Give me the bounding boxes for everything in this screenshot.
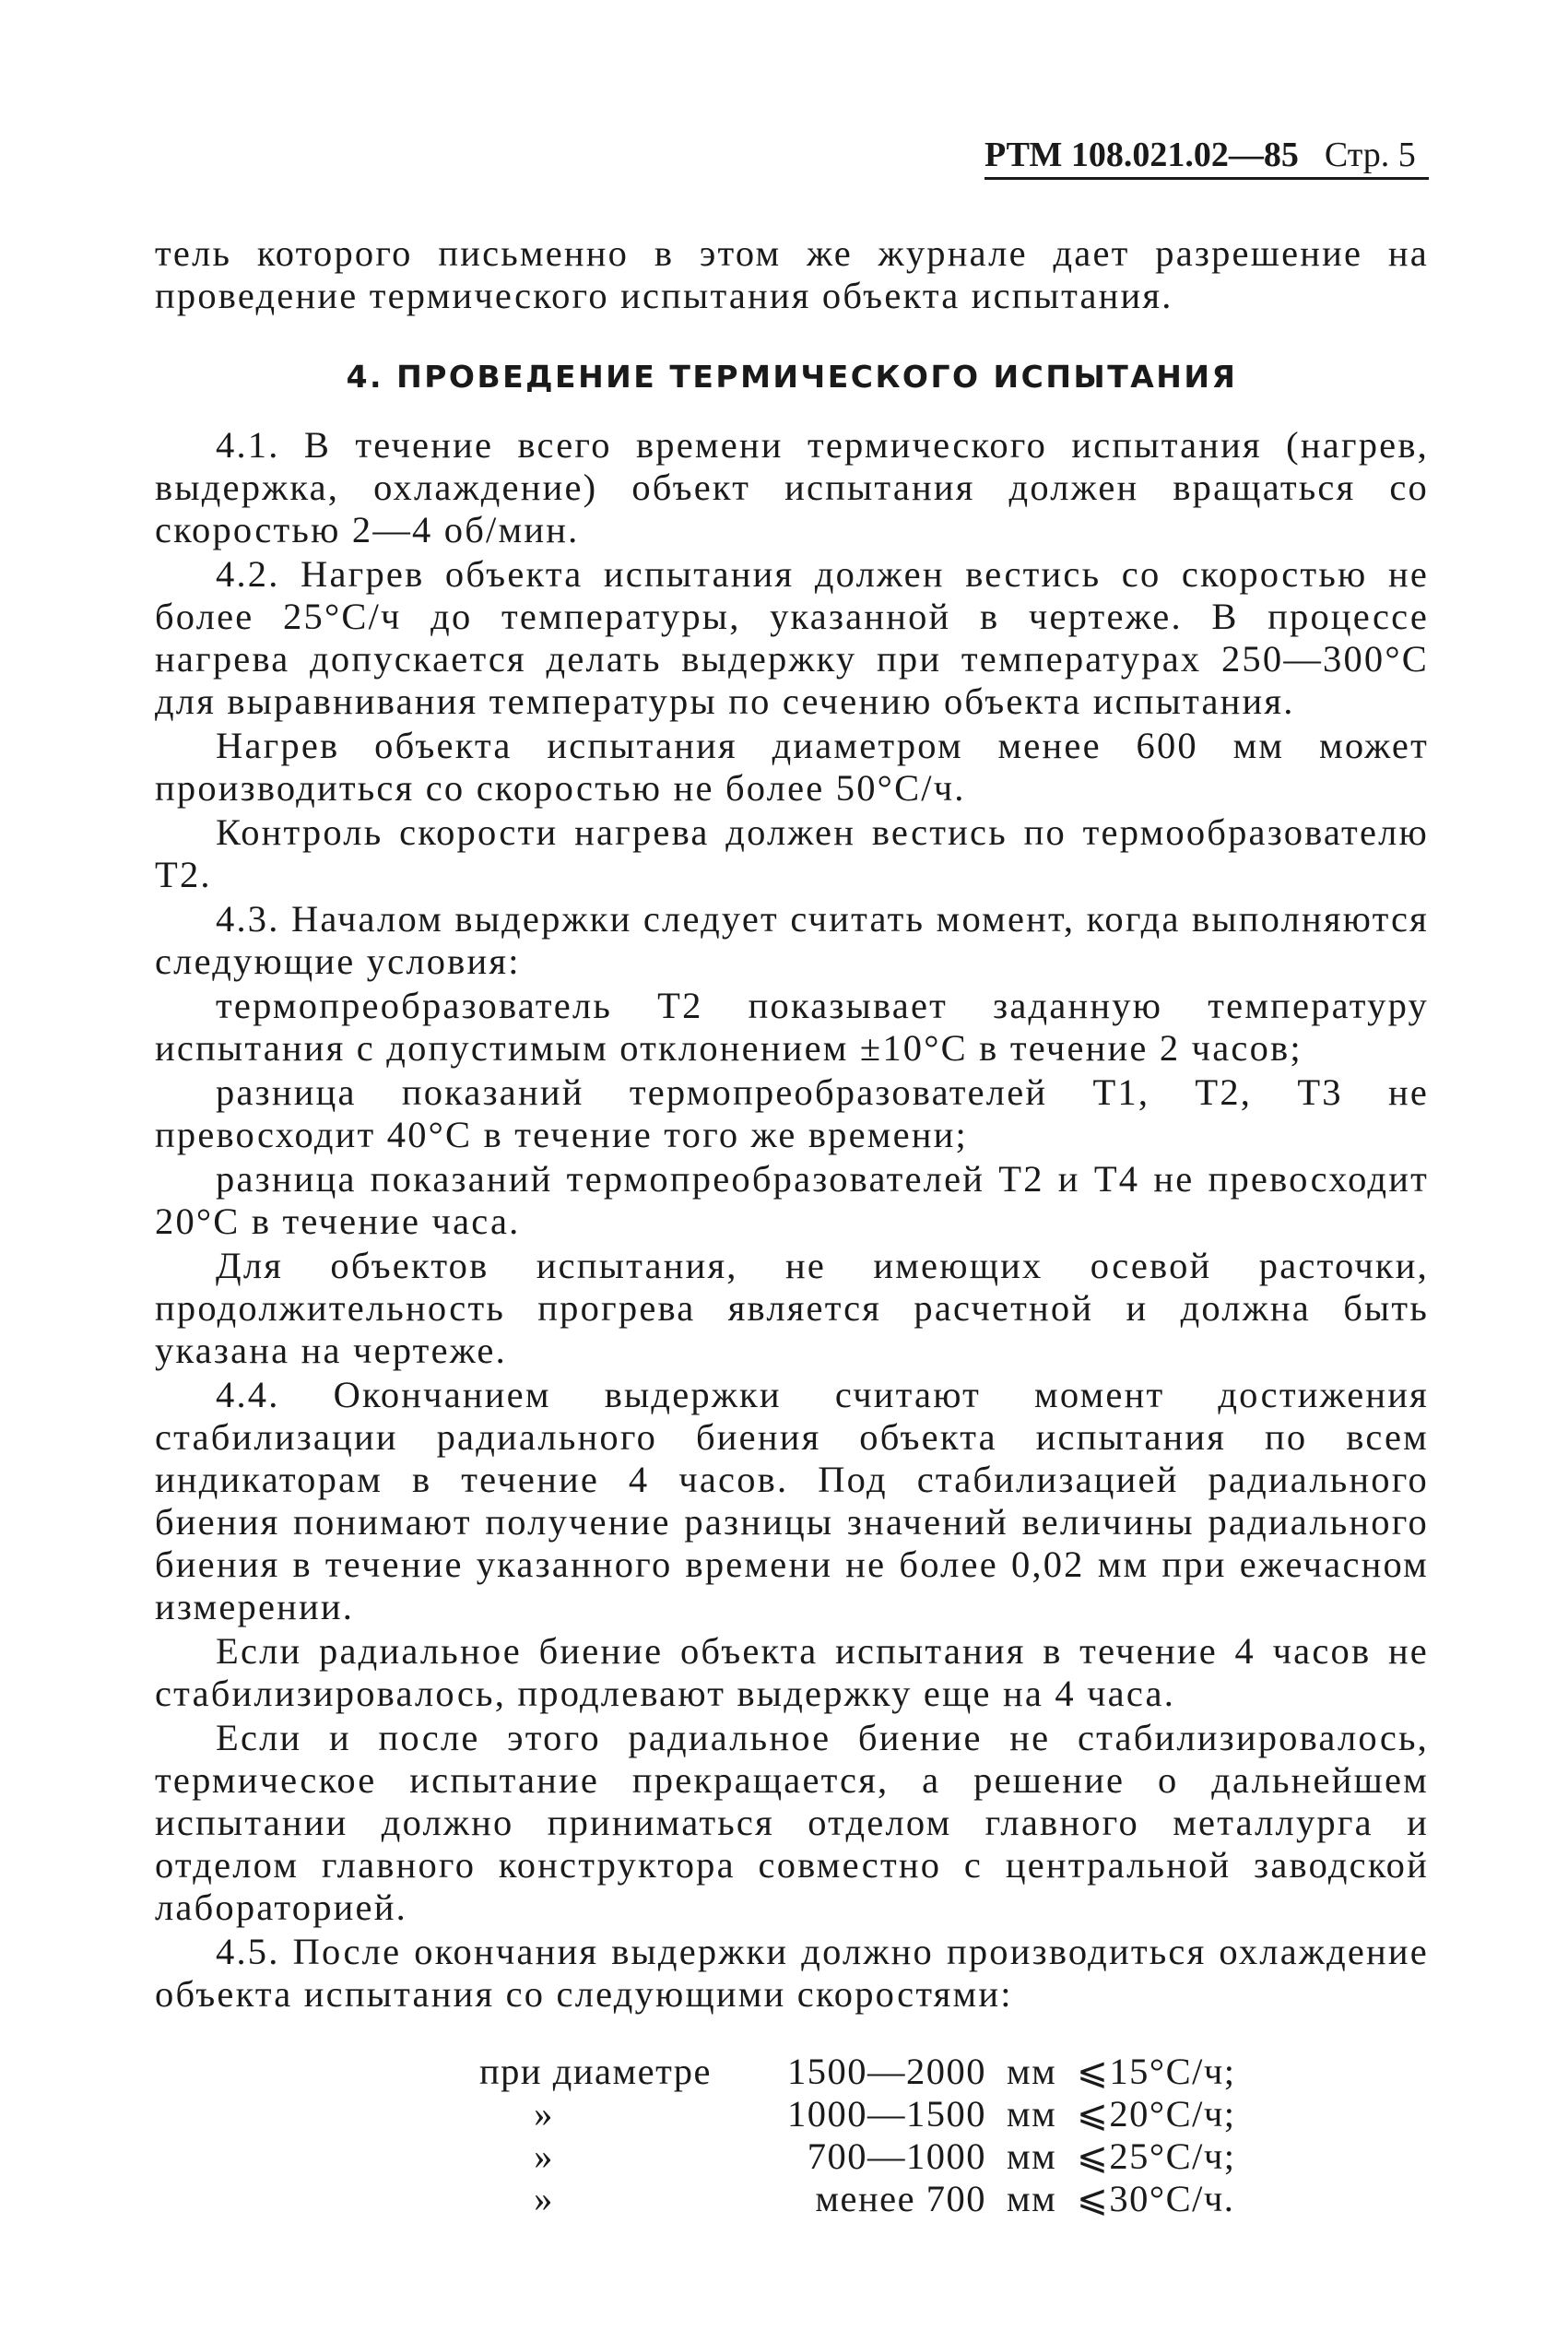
rate-value: ⩽15°С/ч; xyxy=(1077,2051,1236,2092)
cooling-rates-table xyxy=(406,2051,1236,2220)
table-row xyxy=(406,2093,1236,2135)
table-row xyxy=(406,2178,1236,2220)
condition-t2: термопреобразователь Т2 показывает заданную температуру испытания с допустимым отклонением ±10°С в течение 2 часов; xyxy=(155,985,1429,1069)
rate-value: ⩽25°С/ч; xyxy=(1077,2135,1236,2177)
table-row xyxy=(406,2135,1236,2178)
rate-unit: мм xyxy=(1007,2051,1057,2092)
rate-unit: мм xyxy=(1007,2135,1057,2177)
rate-unit: мм xyxy=(1007,2093,1057,2135)
rate-range: 1000—1500 xyxy=(787,2093,986,2135)
paragraph-continuation: тель которого письменно в этом же журнале дает разрешение на проведение термического испытания объекта испытания. xyxy=(155,232,1429,316)
paragraph-4-3: 4.3. Началом выдержки следует считать момент, когда выполняются следующие условия: xyxy=(155,898,1429,982)
rate-value: ⩽20°С/ч; xyxy=(1077,2093,1236,2135)
rate-label: » xyxy=(534,2178,554,2219)
document-body xyxy=(155,232,1429,2220)
document-number: РТМ 108.021.02—85 xyxy=(984,136,1299,174)
rate-label: » xyxy=(534,2093,554,2135)
condition-t1-t2-t3: разница показаний термопреобразователей Т1, Т2, Т3 не превосходит 40°С в течение того же времени; xyxy=(155,1071,1429,1155)
page-header xyxy=(984,133,1429,180)
page-number: Стр. 5 xyxy=(1324,136,1416,174)
paragraph-heating-small-diameter: Нагрев объекта испытания диаметром менее 600 мм может производиться со скоростью не более 50°С/ч. xyxy=(155,725,1429,809)
rate-range: 1500—2000 xyxy=(787,2051,986,2092)
paragraph-heating-control: Контроль скорости нагрева должен вестись по термообразователю Т2. xyxy=(155,811,1429,895)
table-row xyxy=(406,2051,1236,2093)
paragraph-4-4: 4.4. Окончанием выдержки считают момент достижения стабилизации радиального биения объекта испытания по всем индикаторам в течение 4 часов. Под стабилизацией радиального биения понимают получение разницы значений величины радиального биения в течение указанного времени не более 0,02 мм при ежечасном измерении. xyxy=(155,1374,1429,1627)
section-title: 4. ПРОВЕДЕНИЕ ТЕРМИЧЕСКОГО ИСПЫТАНИЯ xyxy=(346,359,1238,395)
rate-range: 700—1000 xyxy=(807,2135,986,2177)
rate-value: ⩽30°С/ч. xyxy=(1077,2178,1235,2219)
paragraph-no-bore: Для объектов испытания, не имеющих осевой расточки, продолжительность прогрева является расчетной и должна быть указана на чертеже. xyxy=(155,1245,1429,1371)
condition-t2-t4: разница показаний термопреобразователей Т2 и Т4 не превосходит 20°С в течение часа. xyxy=(155,1158,1429,1242)
paragraph-4-1: 4.1. В течение всего времени термического испытания (нагрев, выдержка, охлаждение) объект испытания должен вращаться со скоростью 2—4 об/мин. xyxy=(155,424,1429,550)
paragraph-test-stopped: Если и после этого радиальное биение не стабилизировалось, термическое испытание прекращается, а решение о дальнейшем испытании должно приниматься отделом главного металлурга и отделом главного конструктора совместно с центральной заводской лабораторией. xyxy=(155,1717,1429,1928)
rate-unit: мм xyxy=(1007,2178,1057,2219)
paragraph-4-2: 4.2. Нагрев объекта испытания должен вестись со скоростью не более 25°С/ч до температуры, указанной в чертеже. В процессе нагрева допускается делать выдержку при температурах 250—300°С для выравнивания температуры по сечению объекта испытания. xyxy=(155,553,1429,722)
rate-label: при диаметре xyxy=(478,2051,712,2092)
paragraph-extend-hold: Если радиальное биение объекта испытания в течение 4 часов не стабилизировалось, продлевают выдержку еще на 4 часа. xyxy=(155,1630,1429,1714)
rate-label: » xyxy=(534,2135,554,2177)
rate-range: менее 700 xyxy=(815,2178,986,2219)
paragraph-4-5: 4.5. После окончания выдержки должно производиться охлаждение объекта испытания со следующими скоростями: xyxy=(155,1931,1429,2015)
